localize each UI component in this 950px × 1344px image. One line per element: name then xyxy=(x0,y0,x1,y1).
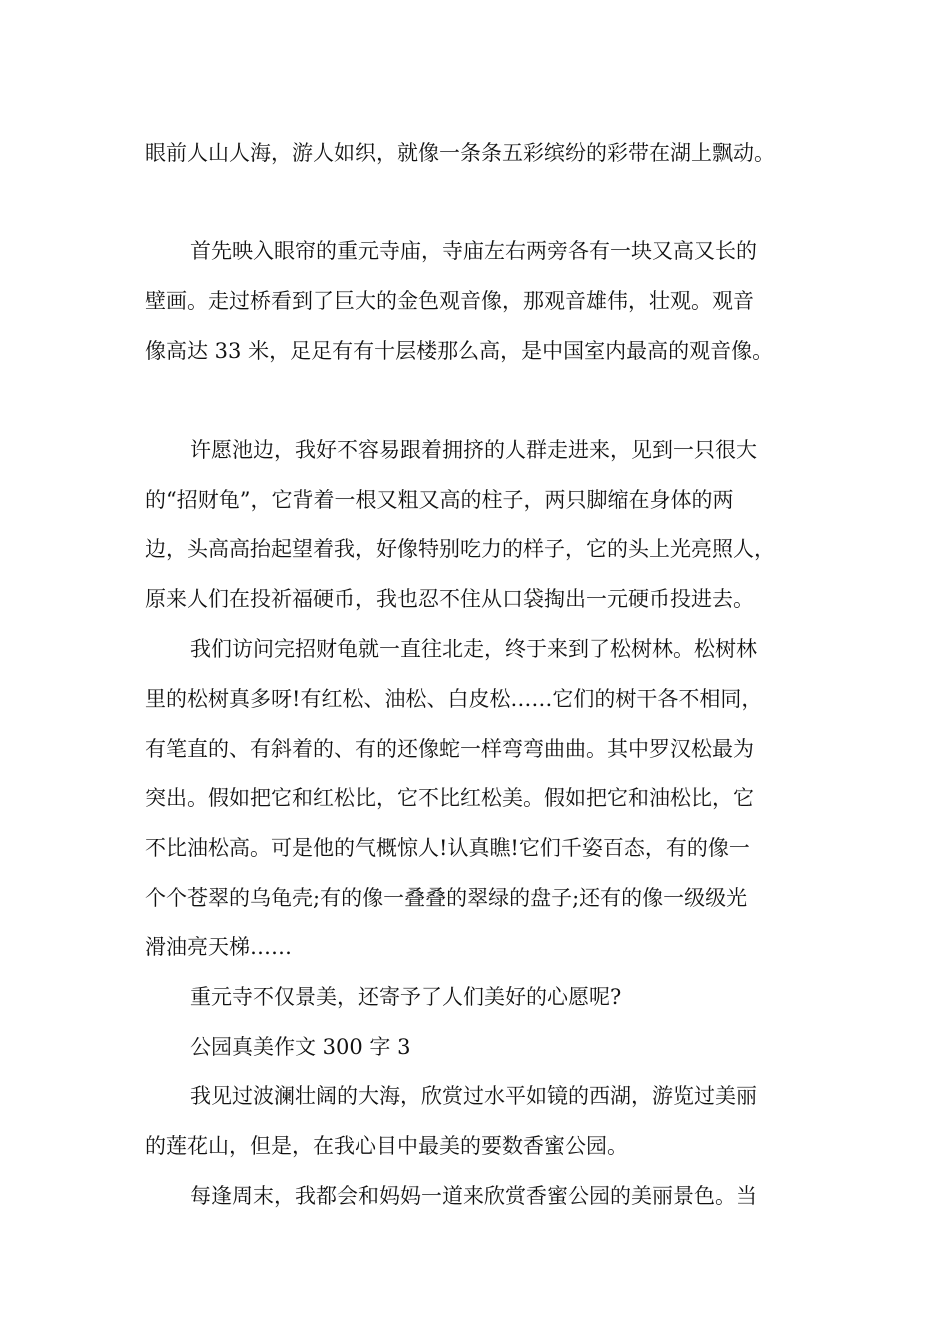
text-line: 许愿池边，我好不容易跟着拥挤的人群走进来，见到一只很大 xyxy=(190,438,757,462)
text-line: 个个苍翠的乌龟壳;有的像一叠叠的翠绿的盘子;还有的像一级级光 xyxy=(145,886,748,910)
text-line: 壁画。走过桥看到了巨大的金色观音像，那观音雄伟，壮观。观音 xyxy=(145,289,754,313)
text-line: 的莲花山，但是，在我心目中最美的要数香蜜公园。 xyxy=(145,1134,628,1158)
text-line: 突出。假如把它和红松比，它不比红松美。假如把它和油松比，它 xyxy=(145,786,754,810)
text-line: 滑油亮天梯…… xyxy=(145,935,292,959)
section-heading: 公园真美作文 300 字 3 xyxy=(190,1035,411,1059)
text-line: 不比油松高。可是他的气概惊人!认真瞧!它们千姿百态，有的像一 xyxy=(145,836,750,860)
text-line: 首先映入眼帘的重元寺庙，寺庙左右两旁各有一块又高又长的 xyxy=(190,239,757,263)
text-line: 像高达 33 米，足足有有十层楼那么高，是中国室内最高的观音像。 xyxy=(145,339,774,363)
text-line: 我见过波澜壮阔的大海，欣赏过水平如镜的西湖，游览过美丽 xyxy=(190,1084,757,1108)
text-line: 里的松树真多呀!有红松、油松、白皮松……它们的树干各不相同， xyxy=(145,687,763,711)
text-line: 原来人们在投祈福硬币，我也忍不住从口袋掏出一元硬币投进去。 xyxy=(145,587,754,611)
text-line: 眼前人山人海，游人如织，就像一条条五彩缤纷的彩带在湖上飘动。 xyxy=(145,141,775,165)
text-line: 边，头高高抬起望着我，好像特别吃力的样子，它的头上光亮照人， xyxy=(145,537,775,561)
text-line: 我们访问完招财龟就一直往北走，终于来到了松树林。松树林 xyxy=(190,637,757,661)
text-line: 有笔直的、有斜着的、有的还像蛇一样弯弯曲曲。其中罗汉松最为 xyxy=(145,737,754,761)
text-line: 每逢周末，我都会和妈妈一道来欣赏香蜜公园的美丽景色。当 xyxy=(190,1184,757,1208)
text-line: 重元寺不仅景美，还寄予了人们美好的心愿呢? xyxy=(190,985,622,1009)
text-line: 的“招财龟”，它背着一根又粗又高的柱子，两只脚缩在身体的两 xyxy=(145,488,734,512)
